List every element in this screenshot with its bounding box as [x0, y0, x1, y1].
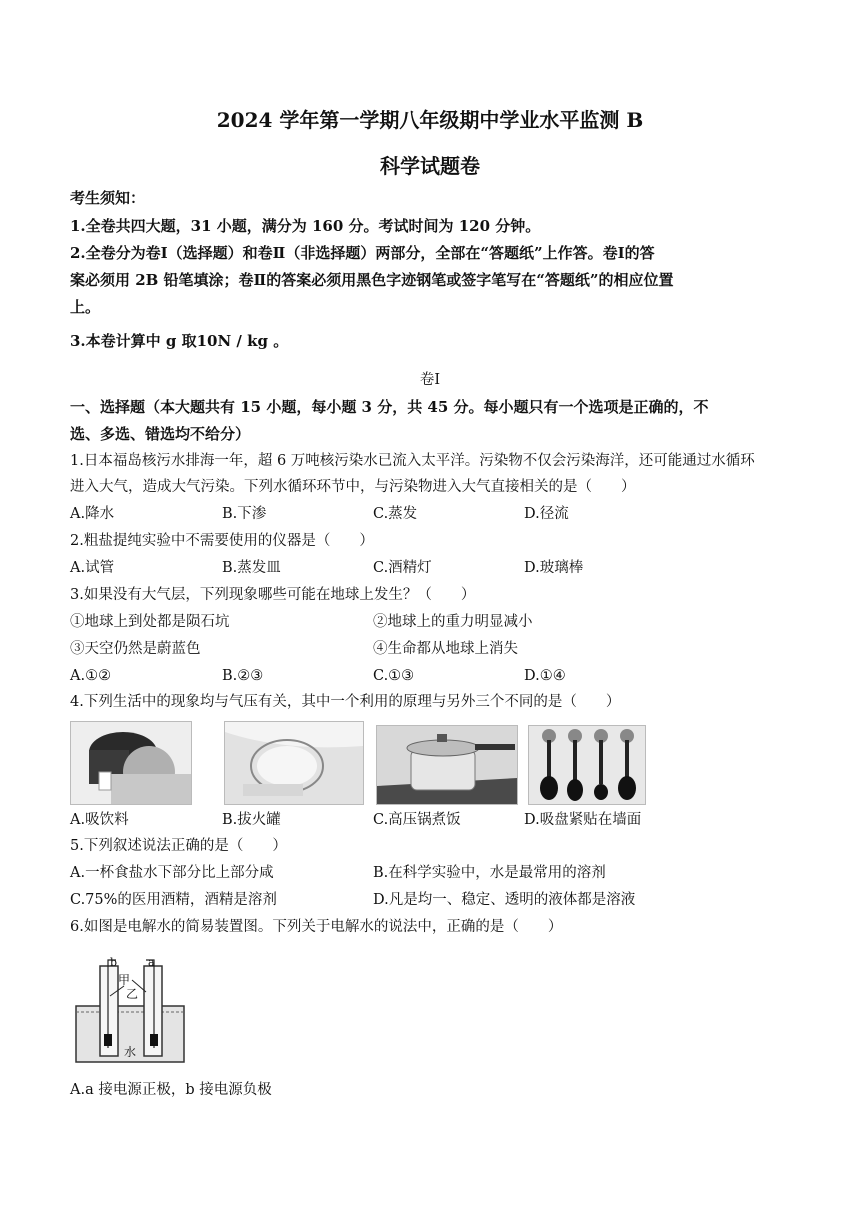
- exam-subtitle: 科学试题卷: [380, 154, 480, 178]
- q1-option-b: B.下渗: [222, 506, 267, 522]
- q2-option-b: B.蒸发皿: [222, 560, 281, 576]
- q5-option-b: B.在科学实验中，水是最常用的溶剂: [373, 865, 606, 881]
- q4-option-a: A.吸饮料: [70, 812, 129, 828]
- electrolysis-diagram: [70, 952, 192, 1066]
- q1-stem-line-1: 1.日本福岛核污水排海一年，超 6 万吨核污染水已流入太平洋。污染物不仅会污染海洋，还可能通过水循环: [70, 453, 755, 469]
- q1-stem-line-2: 进入大气，造成大气污染。下列水循环环节中，与污染物进入大气直接相关的是（ ）: [70, 479, 636, 495]
- q1-option-a: A.降水: [70, 506, 115, 522]
- q1-option-c: C.蒸发: [373, 506, 418, 522]
- q3-statement-3: ③天空仍然是蔚蓝色: [70, 641, 201, 657]
- q4-stem: 4.下列生活中的现象均与气压有关，其中一个利用的原理与另外三个不同的是（ ）: [70, 694, 621, 710]
- q2-option-d: D.玻璃棒: [524, 560, 584, 576]
- diagram-label-water: 水: [124, 1045, 137, 1059]
- pressure-cooker-photo: [376, 725, 518, 805]
- q4-option-b: B.拔火罐: [222, 812, 281, 828]
- q3-option-b: B.②③: [222, 668, 264, 684]
- notice-item-2-line-2: 案必须用 2B 铅笔填涂；卷Ⅱ的答案必须用黑色字迹钢笔或签字笔写在“答题纸”的相应位置: [70, 271, 674, 289]
- drinking-photo: [70, 721, 192, 805]
- q4-option-c: C.高压锅煮饭: [373, 812, 461, 828]
- q6-option-a: A.a 接电源正极，b 接电源负极: [70, 1082, 272, 1098]
- q5-option-c: C.75%的医用酒精，酒精是溶剂: [70, 892, 277, 908]
- q3-option-a: A.①②: [70, 668, 112, 684]
- q3-statement-4: ④生命都从地球上消失: [373, 641, 518, 657]
- q3-statement-1: ①地球上到处都是陨石坑: [70, 614, 230, 630]
- diagram-label-b: b: [110, 956, 118, 969]
- notice-item-1: 1.全卷共四大题，31 小题，满分为 160 分。考试时间为 120 分钟。: [70, 217, 541, 235]
- notice-item-2-line-3: 上。: [70, 298, 101, 316]
- q3-stem: 3.如果没有大气层，下列现象哪些可能在地球上发生？（ ）: [70, 587, 476, 603]
- section-heading-line-2: 选、多选、错选均不给分）: [70, 425, 251, 443]
- q4-option-d: D.吸盘紧贴在墙面: [524, 812, 642, 828]
- diagram-label-a: a: [148, 956, 155, 969]
- q3-statement-2: ②地球上的重力明显减小: [373, 614, 533, 630]
- cupping-photo: [224, 721, 364, 805]
- q2-option-c: C.酒精灯: [373, 560, 432, 576]
- q2-option-a: A.试管: [70, 560, 115, 576]
- q3-option-c: C.①③: [373, 668, 415, 684]
- notice-item-2-line-1: 2.全卷分为卷Ⅰ（选择题）和卷Ⅱ（非选择题）两部分，全部在“答题纸”上作答。卷Ⅰ的答: [70, 244, 655, 262]
- notice-item-3: 3.本卷计算中 g 取10N / kg 。: [70, 332, 289, 350]
- q5-option-a: A.一杯食盐水下部分比上部分咸: [70, 865, 274, 881]
- notice-heading: 考生须知：: [70, 189, 146, 207]
- suction-hooks-photo: [528, 725, 646, 805]
- q2-stem: 2.粗盐提纯实验中不需要使用的仪器是（ ）: [70, 533, 374, 549]
- q1-option-d: D.径流: [524, 506, 569, 522]
- q5-stem: 5.下列叙述说法正确的是（ ）: [70, 838, 287, 854]
- part-label: 卷Ⅰ: [419, 372, 441, 388]
- q5-option-d: D.凡是均一、稳定、透明的液体都是溶液: [373, 892, 636, 908]
- diagram-label-yi: 乙: [126, 987, 139, 1001]
- q6-stem: 6.如图是电解水的简易装置图。下列关于电解水的说法中，正确的是（ ）: [70, 919, 563, 935]
- diagram-label-jia: 甲: [118, 973, 131, 987]
- section-heading-line-1: 一、选择题（本大题共有 15 小题，每小题 3 分，共 45 分。每小题只有一个选项是正确的，不: [70, 398, 709, 416]
- exam-title: 2024 学年第一学期八年级期中学业水平监测 B: [216, 108, 644, 132]
- q3-option-d: D.①④: [524, 668, 566, 684]
